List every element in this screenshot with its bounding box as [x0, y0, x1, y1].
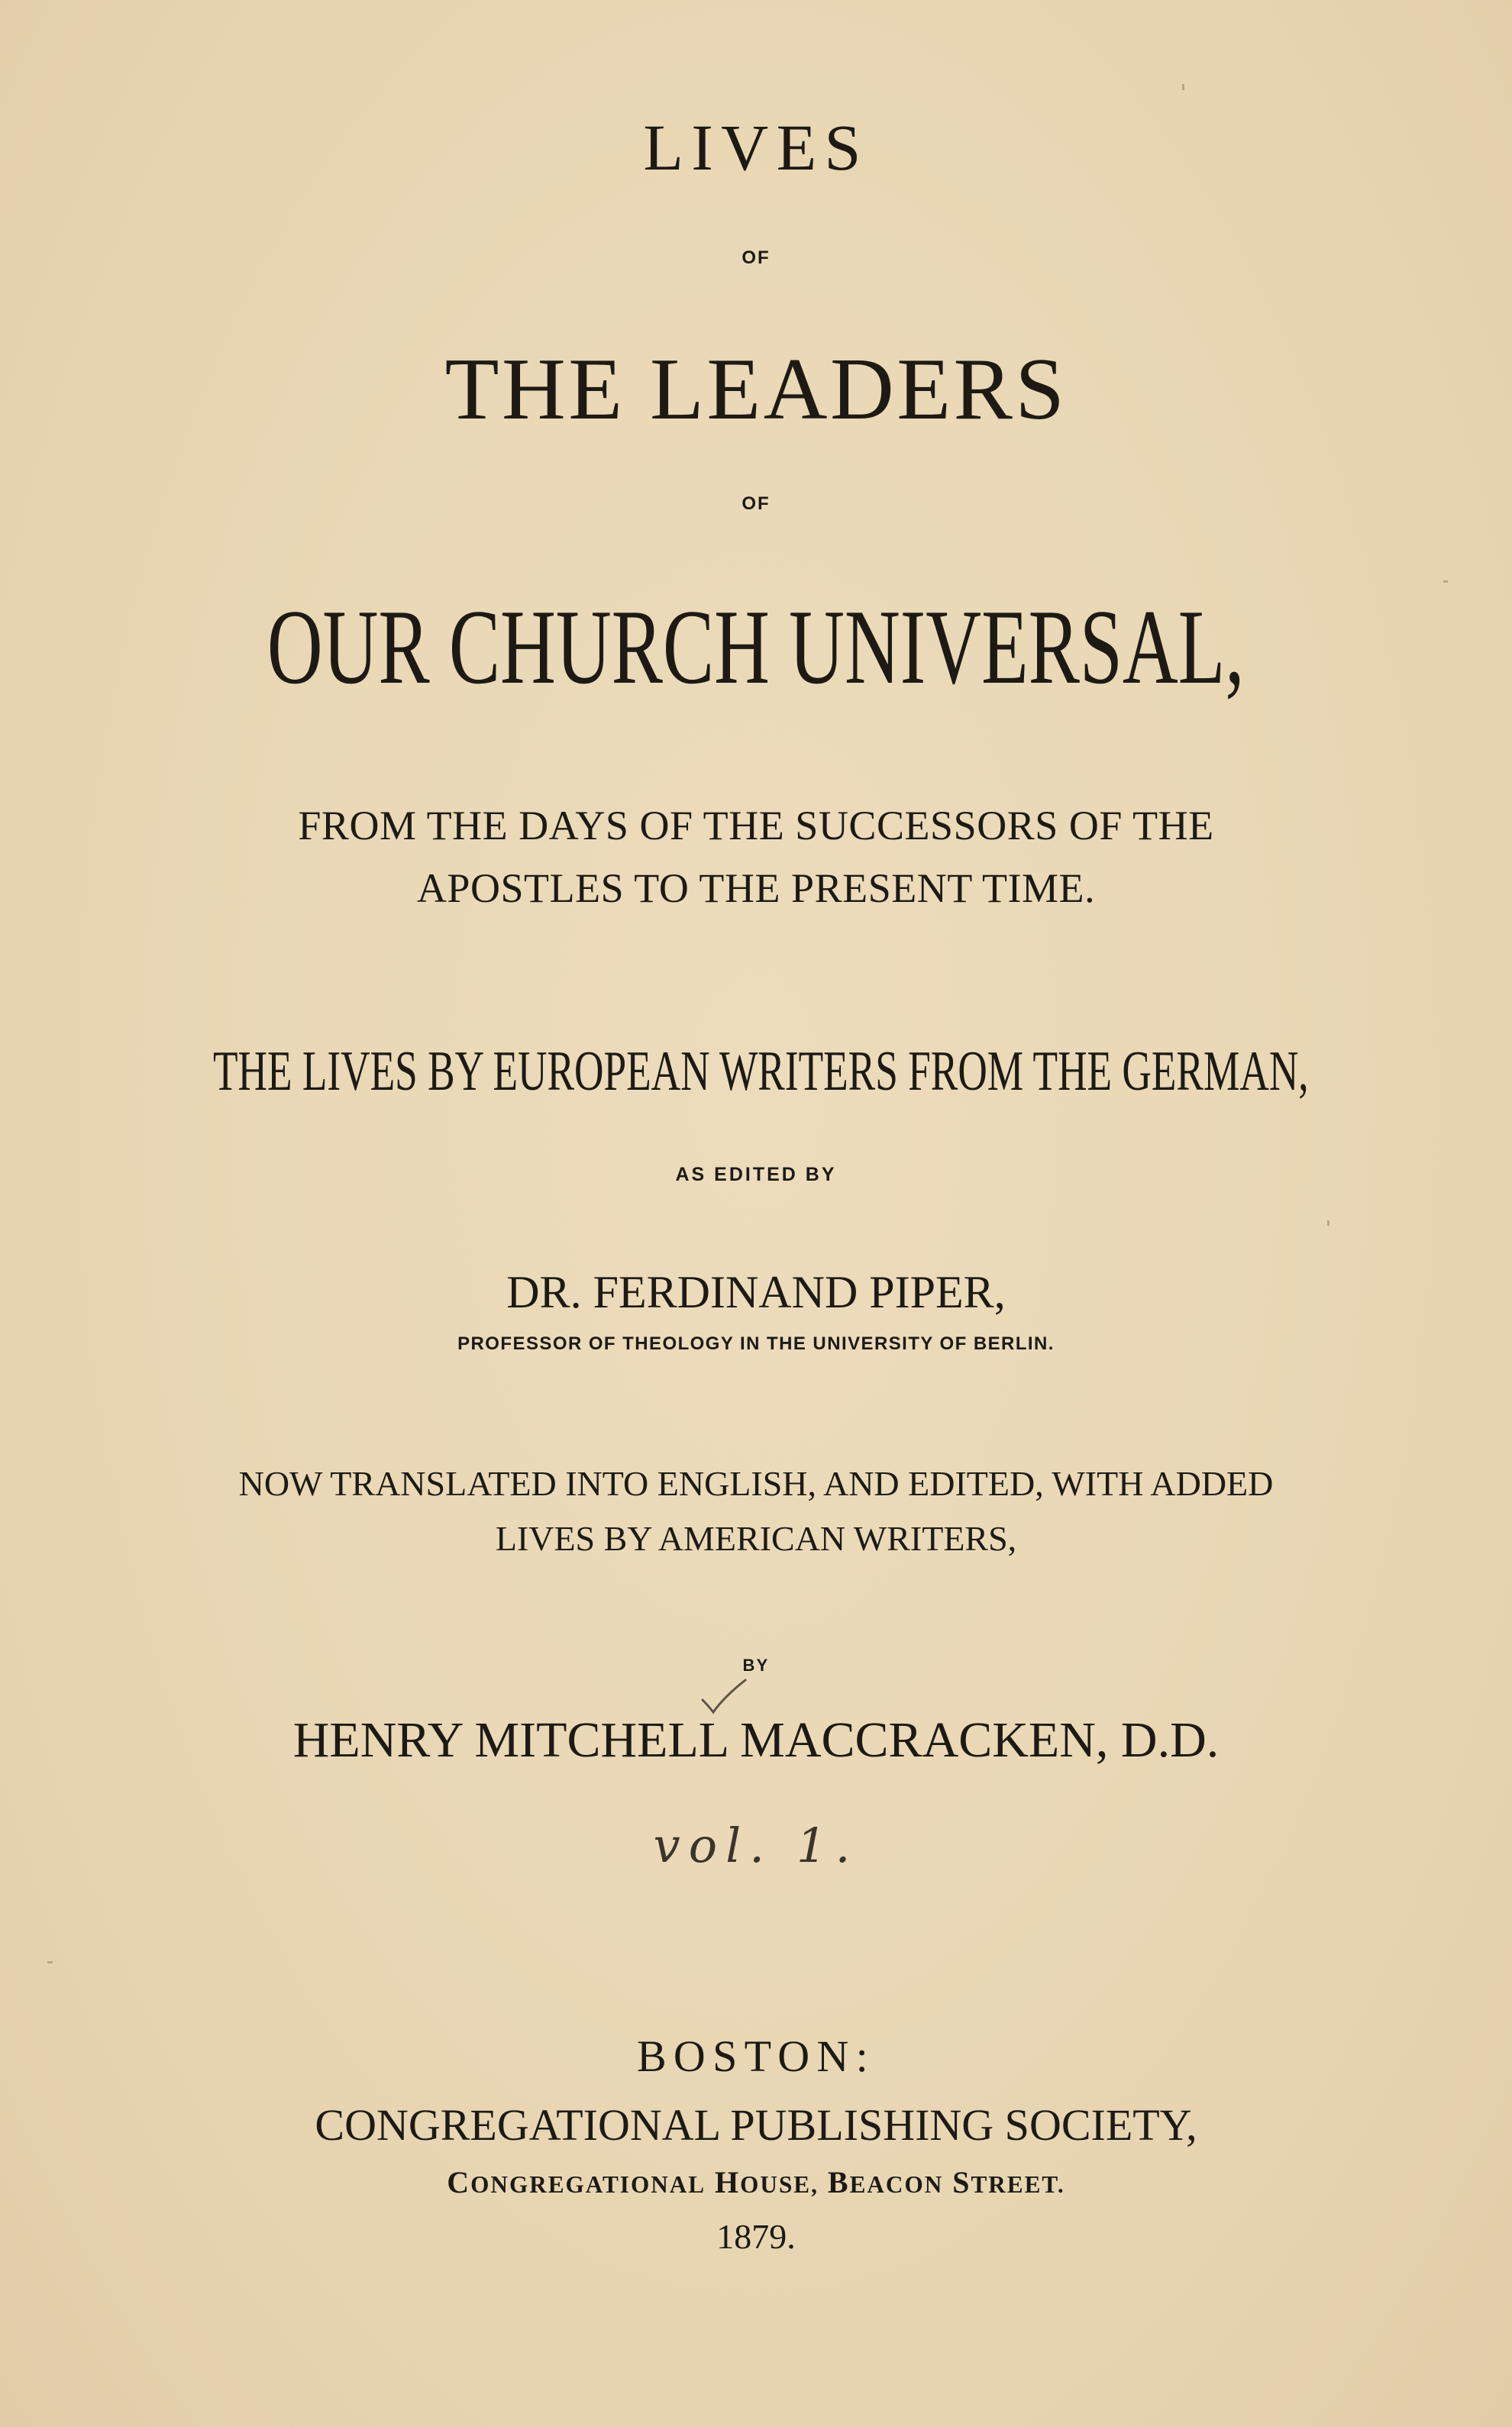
title-church: [0, 588, 1512, 706]
address-cap-b: B: [827, 2165, 850, 2199]
lives-by-european-writers-text: THE LIVES BY EUROPEAN WRITERS FROM THE GERMAN,: [212, 1040, 1309, 1103]
address-word-beacon: EACON: [849, 2171, 944, 2198]
by-label: BY: [742, 1656, 770, 1675]
paper-speck: [47, 1961, 53, 1963]
subtitle-line-2: APOSTLES TO THE PRESENT TIME.: [416, 865, 1096, 911]
publisher-address: [0, 2167, 1512, 2198]
title-lives: LIVES: [643, 111, 869, 184]
publication-year: 1879.: [716, 2217, 796, 2256]
address-cap-h: H: [715, 2165, 741, 2199]
handwritten-volume-note: vol. 1.: [653, 1818, 859, 1873]
paper-speck: [1443, 580, 1448, 583]
title-of-1: OF: [741, 247, 771, 268]
translator-name: HENRY MITCHELL MACCRACKEN, D.D.: [292, 1712, 1220, 1768]
publisher-name: CONGREGATIONAL PUBLISHING SOCIETY,: [315, 2100, 1197, 2150]
subtitle-line-1: FROM THE DAYS OF THE SUCCESSORS OF THE: [298, 803, 1214, 848]
title-church-text: OUR CHURCH UNIVERSAL,: [267, 588, 1245, 706]
translated-line-2: LIVES BY AMERICAN WRITERS,: [495, 1519, 1017, 1558]
address-cap-c: C: [447, 2165, 471, 2199]
editor-affiliation: PROFESSOR OF THEOLOGY IN THE UNIVERSITY OF BERLIN.: [457, 1333, 1055, 1354]
paper-speck: [1182, 84, 1184, 90]
as-edited-by: AS EDITED BY: [675, 1164, 837, 1185]
editor-name: DR. FERDINAND PIPER,: [506, 1267, 1006, 1317]
handwritten-check-mark: [701, 1677, 747, 1715]
address-word-house: OUSE,: [740, 2171, 819, 2198]
translated-line-1: NOW TRANSLATED INTO ENGLISH, AND EDITED, WITH ADDED: [238, 1464, 1274, 1503]
address-word-congregational: ONGREGATIONAL: [470, 2171, 706, 2198]
publisher-city: BOSTON:: [636, 2031, 876, 2081]
lives-by-european-writers: [0, 1040, 1512, 1103]
address-cap-s: S: [952, 2165, 971, 2199]
address-word-street: TREET.: [971, 2171, 1065, 2198]
title-of-2: OF: [741, 493, 771, 514]
title-leaders: THE LEADERS: [444, 341, 1068, 438]
paper-speck: [1327, 1220, 1329, 1226]
